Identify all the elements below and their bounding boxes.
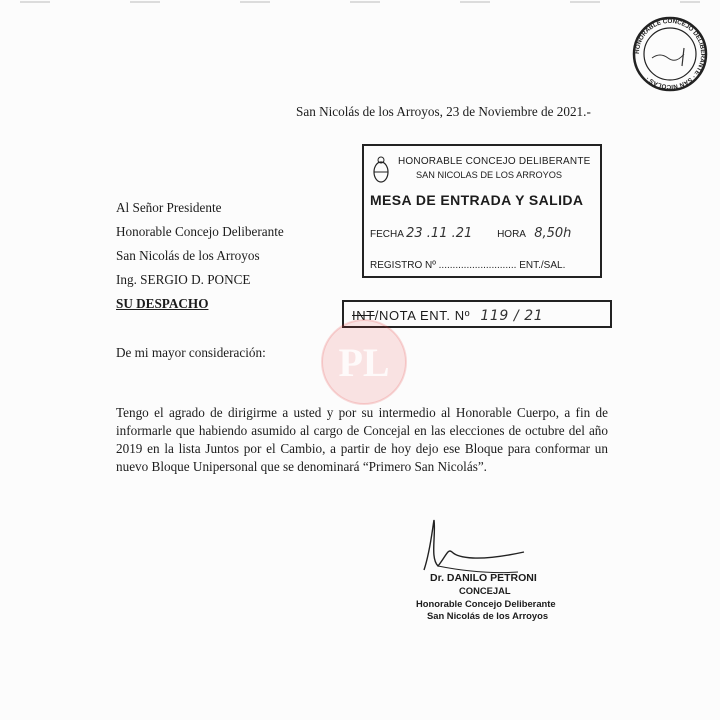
stamp-hora-value: 8,50h [534, 226, 572, 241]
coat-of-arms-icon [372, 156, 390, 184]
stamp-fecha-row [370, 226, 571, 241]
recipient-title: Al Señor Presidente [116, 200, 222, 215]
signer-name: Dr. DANILO PETRONI [430, 572, 537, 584]
svg-text:PL: PL [338, 340, 390, 385]
recipient-city: San Nicolás de los Arroyos [116, 248, 260, 263]
nota-label: /NOTA ENT. Nº [374, 308, 471, 323]
stamp-organization: HONORABLE CONCEJO DELIBERANTE [398, 156, 591, 167]
stamp-title: MESA DE ENTRADA Y SALIDA [370, 192, 584, 208]
signer-organization: Honorable Concejo Deliberante [416, 598, 556, 609]
pl-watermark-logo [314, 312, 414, 412]
scan-artifact [20, 0, 700, 4]
recipient-organization: Honorable Concejo Deliberante [116, 224, 284, 239]
stamp-hora-label: HORA [497, 229, 526, 240]
recipient-despacho: SU DESPACHO [116, 296, 209, 311]
nota-struck-prefix: INT [352, 308, 375, 323]
signer-role: CONCEJAL [459, 585, 511, 596]
body-paragraph: Tengo el agrado de dirigirme a usted y por su intermedio al Honorable Cuerpo, a fin de informarle que habiendo asumido al cargo de Concejal en las elecciones de octubre del año 2019 en la lista Juntos por el Cambio, a partir de hoy dejo ese Bloque para conformar un nuevo Bloque Unipersonal que se denominará “Primero San Nicolás”. [116, 405, 608, 474]
stamp-fecha-value: 23 .11 .21 [406, 226, 473, 241]
greeting: De mi mayor consideración: [116, 345, 266, 360]
date-line: San Nicolás de los Arroyos, 23 de Noviembre de 2021.- [296, 104, 591, 119]
stamp-registro-suffix: ENT./SAL. [519, 260, 566, 271]
round-seal-stamp [630, 14, 710, 94]
stamp-city: SAN NICOLAS DE LOS ARROYOS [416, 170, 563, 180]
signer-city: San Nicolás de los Arroyos [427, 610, 549, 621]
recipient-name: Ing. SERGIO D. PONCE [116, 272, 251, 287]
entry-stamp [362, 144, 602, 278]
stamp-registro-label: REGISTRO Nº ............................ [370, 260, 517, 271]
svg-text:HONORABLE CONCEJO DELIBERANTE: HONORABLE CONCEJO DELIBERANTE · SAN NICOLAS · [633, 17, 707, 91]
nota-number: 119 / 21 [480, 308, 544, 324]
stamp-fecha-label: FECHA [370, 229, 404, 240]
stamp-registro-row [370, 260, 565, 271]
